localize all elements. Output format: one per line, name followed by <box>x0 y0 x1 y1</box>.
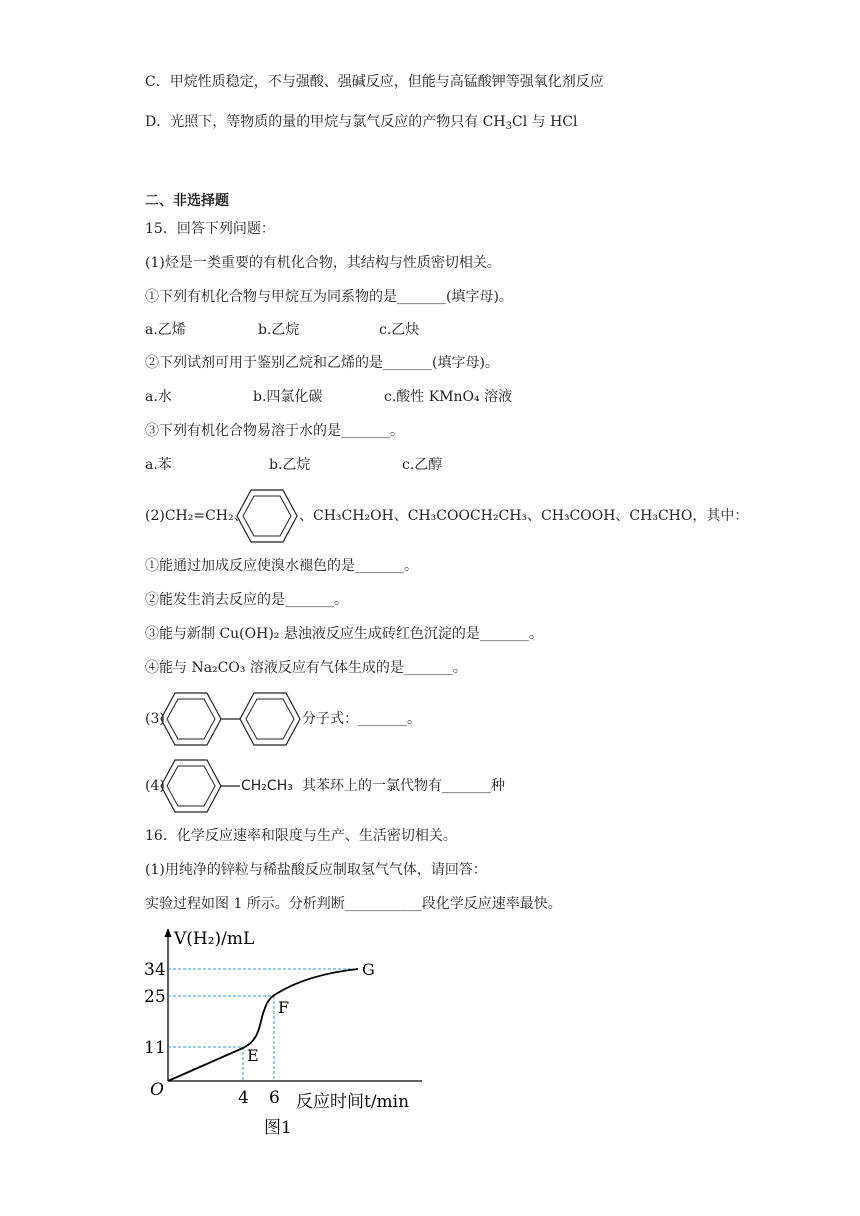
point-f-label: F <box>278 998 290 1017</box>
y-tick-34: 34 <box>144 960 166 980</box>
y-tick-11: 11 <box>144 1038 166 1058</box>
q15-part1: (1)烃是一类重要的有机化合物，其结构与性质密切相关。 <box>145 255 501 271</box>
option-c: C．甲烷性质稳定，不与强酸、强碱反应，但能与高锰酸钾等强氧化剂反应 <box>145 74 604 90</box>
q15-sub3: ③下列有机化合物易溶于水的是_______。 <box>145 423 404 439</box>
q15-part4-text: 其苯环上的一氯代物有_______种 <box>302 778 505 794</box>
q16-part1-question: 实验过程如图 1 所示。分析判断___________段化学反应速率最快。 <box>145 896 562 912</box>
figure-1-graph <box>140 925 440 1145</box>
q15-part3-label: (3) <box>145 711 165 727</box>
q15-sub3-option-a: a.苯 <box>145 457 172 473</box>
q15-part3-text: 分子式：_______。 <box>302 711 421 727</box>
option-d-subscript: 3 <box>505 121 512 132</box>
q15-sub3-option-c: c.乙醇 <box>402 457 443 473</box>
q15-sub2-option-a: a.水 <box>145 389 172 405</box>
point-g-label: G <box>362 960 375 979</box>
benzene-ring-structure <box>236 488 298 544</box>
q15-sub1-option-a: a.乙烯 <box>145 322 186 338</box>
x-axis-label: 反应时间t/min <box>296 1092 410 1112</box>
y-tick-25: 25 <box>144 987 166 1007</box>
q15-sub1-option-b: b.乙烷 <box>258 322 300 338</box>
q15-part2-prefix: (2)CH₂=CH₂、 <box>145 508 248 524</box>
q15-sub2: ②下列试剂可用于鉴别乙烷和乙烯的是_______(填字母)。 <box>145 355 499 371</box>
origin-label: O <box>150 1080 164 1100</box>
ethylbenzene-ring-structure <box>160 758 242 814</box>
q15-sub1-option-c: c.乙炔 <box>379 322 420 338</box>
section-title: 二、非选择题 <box>145 193 229 209</box>
q15-sub2-option-c: c.酸性 KMnO₄ 溶液 <box>384 389 513 405</box>
q15-part2-suffix: 、CH₃CH₂OH、CH₃COOCH₂CH₃、CH₃COOH、CH₃CHO，其中： <box>299 508 749 524</box>
option-d <box>145 112 577 132</box>
q15-part4-label: (4) <box>145 778 165 794</box>
q15-sub3-option-b: b.乙烷 <box>269 457 311 473</box>
q16-stem: 16．化学反应速率和限度与生产、生活密切相关。 <box>145 828 457 844</box>
q15-stem: 15．回答下列问题： <box>145 221 275 237</box>
ethyl-group-label: CH₂CH₃ <box>241 778 293 794</box>
q15-part2-d: ④能与 Na₂CO₃ 溶液反应有气体生成的是_______。 <box>145 660 467 676</box>
x-tick-4: 4 <box>238 1088 249 1108</box>
option-d-text-end: Cl 与 HCl <box>511 114 578 130</box>
q15-part2-c: ③能与新制 Cu(OH)₂ 悬浊液反应生成砖红色沉淀的是_______。 <box>145 626 543 642</box>
volume-time-curve <box>168 969 358 1081</box>
q15-sub1: ①下列有机化合物与甲烷互为同系物的是_______(填字母)。 <box>145 289 513 305</box>
figure-caption: 图1 <box>264 1118 292 1138</box>
q16-part1: (1)用纯净的锌粒与稀盐酸反应制取氢气气体，请回答： <box>145 862 487 878</box>
q15-sub2-option-b: b.四氯化碳 <box>253 389 323 405</box>
q15-part2-a: ①能通过加成反应使溴水褪色的是_______。 <box>145 558 418 574</box>
biphenyl-structure <box>160 691 302 747</box>
option-d-text: D．光照下，等物质的量的甲烷与氯气反应的产物只有 CH <box>145 114 506 130</box>
point-e-label: E <box>247 1046 259 1065</box>
y-axis-label: V(H₂)/mL <box>174 929 255 949</box>
q15-part2-b: ②能发生消去反应的是_______。 <box>145 592 348 608</box>
x-tick-6: 6 <box>269 1088 280 1108</box>
